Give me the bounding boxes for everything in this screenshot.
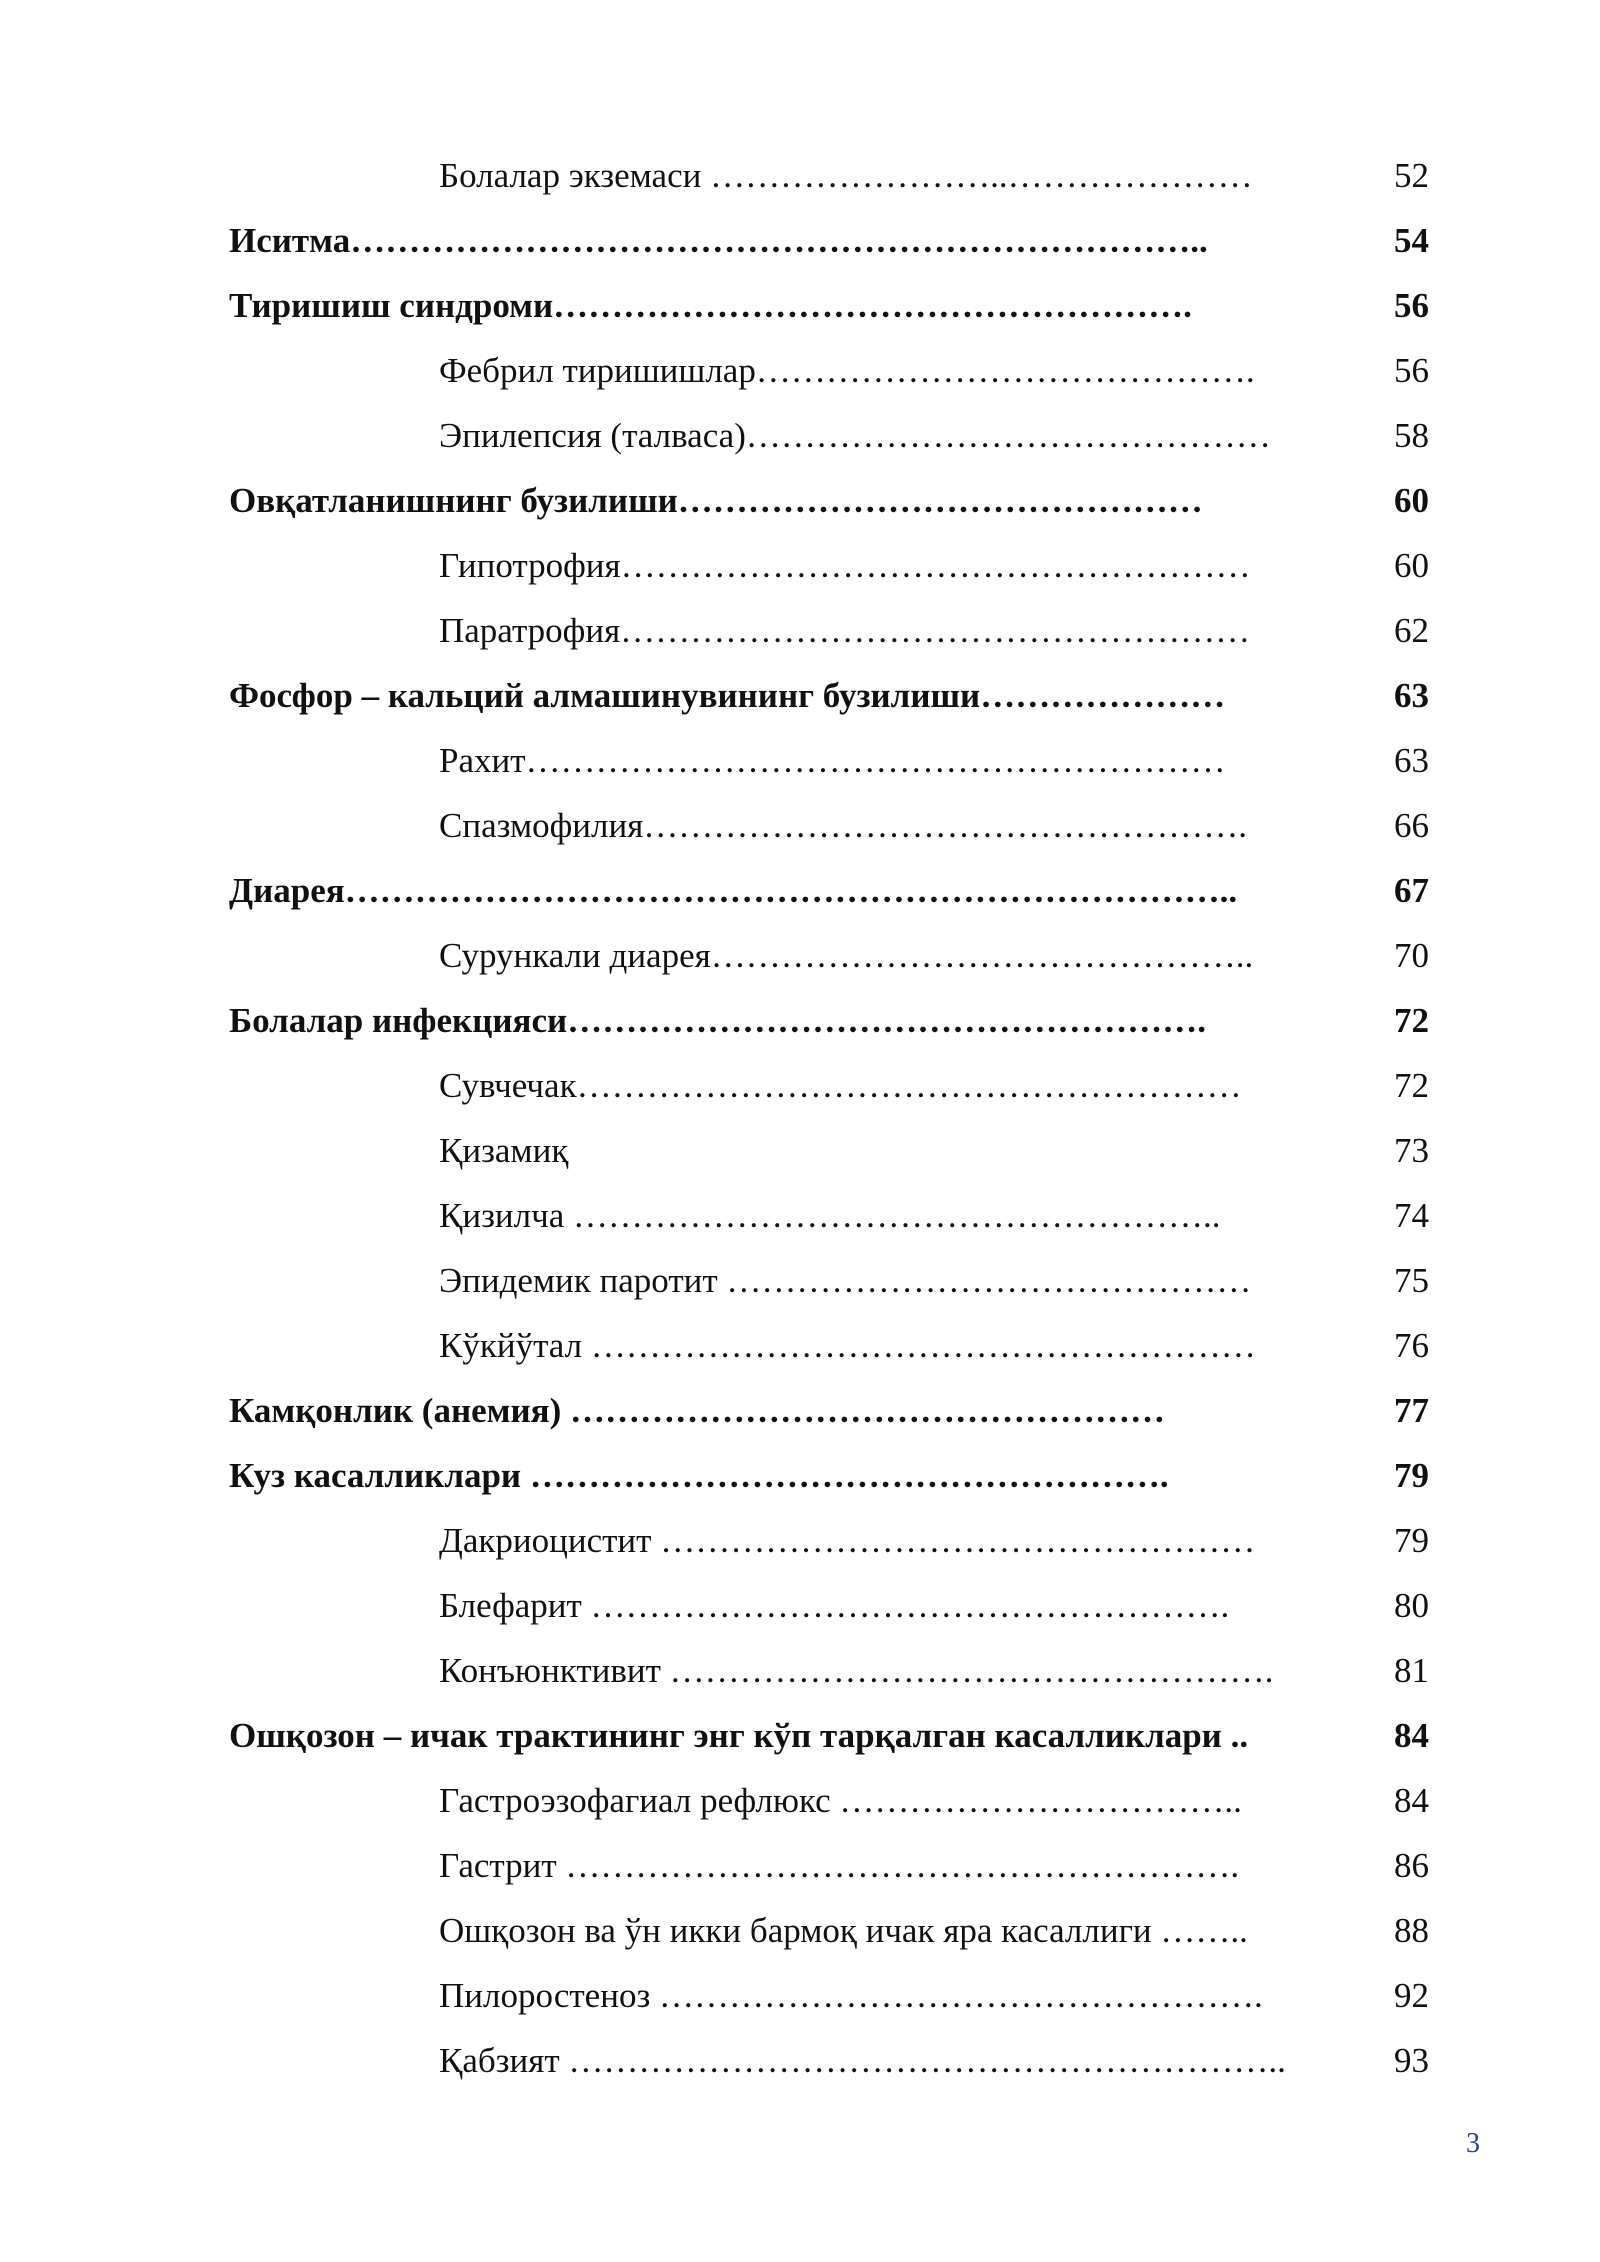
toc-entry-title: Болалар экземаси ……………………..………………… [439,156,1253,195]
toc-entry-page: 75 [1394,1261,1429,1300]
toc-entry [229,1706,1429,1771]
toc-entry-title: Блефарит ………………………………………………. [439,1586,1230,1625]
toc-entry-title: Қабзият …………………………………………………….. [439,2041,1286,2080]
toc-entry [229,1121,1429,1186]
toc-entry-page: 70 [1394,936,1429,975]
toc-entry [229,601,1429,666]
toc-entry-title: Сувчечак………………………………………………… [439,1066,1242,1105]
toc-entry [229,1576,1429,1641]
toc-entry-title: Пилоростеноз ……………………………………………. [439,1976,1263,2015]
toc-entry-title: Ошқозон ва ўн икки бармоқ ичак яра касаллиги …….. [439,1911,1248,1950]
toc-entry-page: 79 [1394,1521,1429,1560]
toc-entry-page: 73 [1394,1131,1429,1170]
page-number: 3 [1466,2128,1480,2159]
toc-entry-page: 56 [1394,351,1429,390]
toc-entry-page: 66 [1394,806,1429,845]
toc-entry-title: Дакриоцистит …………………………………………… [439,1521,1256,1560]
toc-entry [229,146,1429,211]
toc-entry-title: Паратрофия……………………………………………… [439,611,1251,650]
toc-entry-page: 93 [1394,2041,1429,2080]
toc-entry-page: 72 [1394,1066,1429,1105]
toc-entry [229,1641,1429,1706]
toc-entry-title: Диарея………………………………………………………………….. [229,871,1238,910]
toc-entry-page: 62 [1394,611,1429,650]
toc-entry-page: 76 [1394,1326,1429,1365]
toc-entry-page: 84 [1394,1781,1429,1820]
toc-entry-title: Конъюнктивит ……………………………………………. [439,1651,1274,1690]
toc-entry [229,1186,1429,1251]
toc-entry-title: Болалар инфекцияси………………………………………………. [229,1001,1206,1040]
toc-entry-title: Кўкйўтал ………………………………………………… [439,1326,1256,1365]
toc-entry-page: 79 [1394,1456,1429,1495]
toc-entry-title: Сурункали диарея……………………………………….. [439,936,1254,975]
toc-entry-title: Камқонлик (анемия) …………………………………………… [229,1391,1166,1430]
toc-entry-title: Гипотрофия……………………………………………… [439,546,1251,585]
toc-entry-page: 58 [1394,416,1429,455]
toc-entry-page: 56 [1394,286,1429,325]
toc-entry [229,471,1429,536]
toc-entry [229,341,1429,406]
toc-entry [229,2031,1429,2096]
toc-entry [229,1771,1429,1836]
table-of-contents [229,146,1429,2096]
toc-entry-page: 86 [1394,1846,1429,1885]
toc-entry-title: Спазмофилия……………………………………………. [439,806,1248,845]
toc-entry [229,926,1429,991]
toc-entry-page: 60 [1394,546,1429,585]
toc-entry [229,406,1429,471]
toc-entry-page: 80 [1394,1586,1429,1625]
toc-entry [229,991,1429,1056]
toc-entry-title: Эпилепсия (талваса)……………………………………… [439,416,1271,455]
toc-entry-page: 77 [1394,1391,1429,1430]
toc-entry-page: 63 [1394,676,1429,715]
toc-entry [229,731,1429,796]
toc-entry-page: 54 [1394,221,1429,260]
toc-entry-title: Гастроэзофагиал рефлюкс …………………………….. [439,1781,1242,1820]
toc-entry [229,536,1429,601]
toc-entry-page: 63 [1394,741,1429,780]
toc-entry-title: Қизилча ……………………………………………….. [439,1196,1221,1235]
toc-entry [229,1381,1429,1446]
toc-entry-title: Эпидемик паротит ……………………………………… [439,1261,1252,1300]
toc-entry [229,666,1429,731]
toc-entry-title: Рахит…………………………………………………… [439,741,1226,780]
toc-entry-title: Овқатланишнинг бузилиши……………………………………… [229,481,1203,520]
toc-entry-page: 88 [1394,1911,1429,1950]
toc-entry-title: Қизамиқ [439,1131,569,1170]
toc-entry-title: Фосфор – кальций алмашинувининг бузилиши………………… [229,676,1226,715]
toc-entry-title: Фебрил тиришишлар……………………………………. [439,351,1255,390]
toc-entry-page: 84 [1394,1716,1429,1755]
toc-entry-title: Ошқозон – ичак трактининг энг кўп тарқалган касалликлари .. [229,1716,1249,1755]
toc-entry [229,861,1429,926]
toc-entry-title: Тиришиш синдроми………………………………………………. [229,286,1192,325]
toc-entry-page: 67 [1394,871,1429,910]
toc-entry-page: 92 [1394,1976,1429,2015]
toc-entry-title: Куз касалликлари ………………………………………………. [229,1456,1169,1495]
toc-entry-page: 81 [1394,1651,1429,1690]
toc-entry [229,1836,1429,1901]
toc-entry-title: Гастрит …………………………………………………. [439,1846,1240,1885]
toc-entry-page: 60 [1394,481,1429,520]
toc-entry [229,1446,1429,1511]
toc-entry [229,1316,1429,1381]
toc-entry [229,796,1429,861]
toc-entry [229,1511,1429,1576]
toc-entry [229,1901,1429,1966]
toc-entry [229,1966,1429,2031]
toc-entry-page: 52 [1394,156,1429,195]
toc-entry-page: 72 [1394,1001,1429,1040]
toc-entry [229,1251,1429,1316]
toc-entry-title: Иситма……………………………………………………………….. [229,221,1208,260]
toc-entry-page: 74 [1394,1196,1429,1235]
toc-entry [229,1056,1429,1121]
toc-entry [229,211,1429,276]
toc-entry [229,276,1429,341]
